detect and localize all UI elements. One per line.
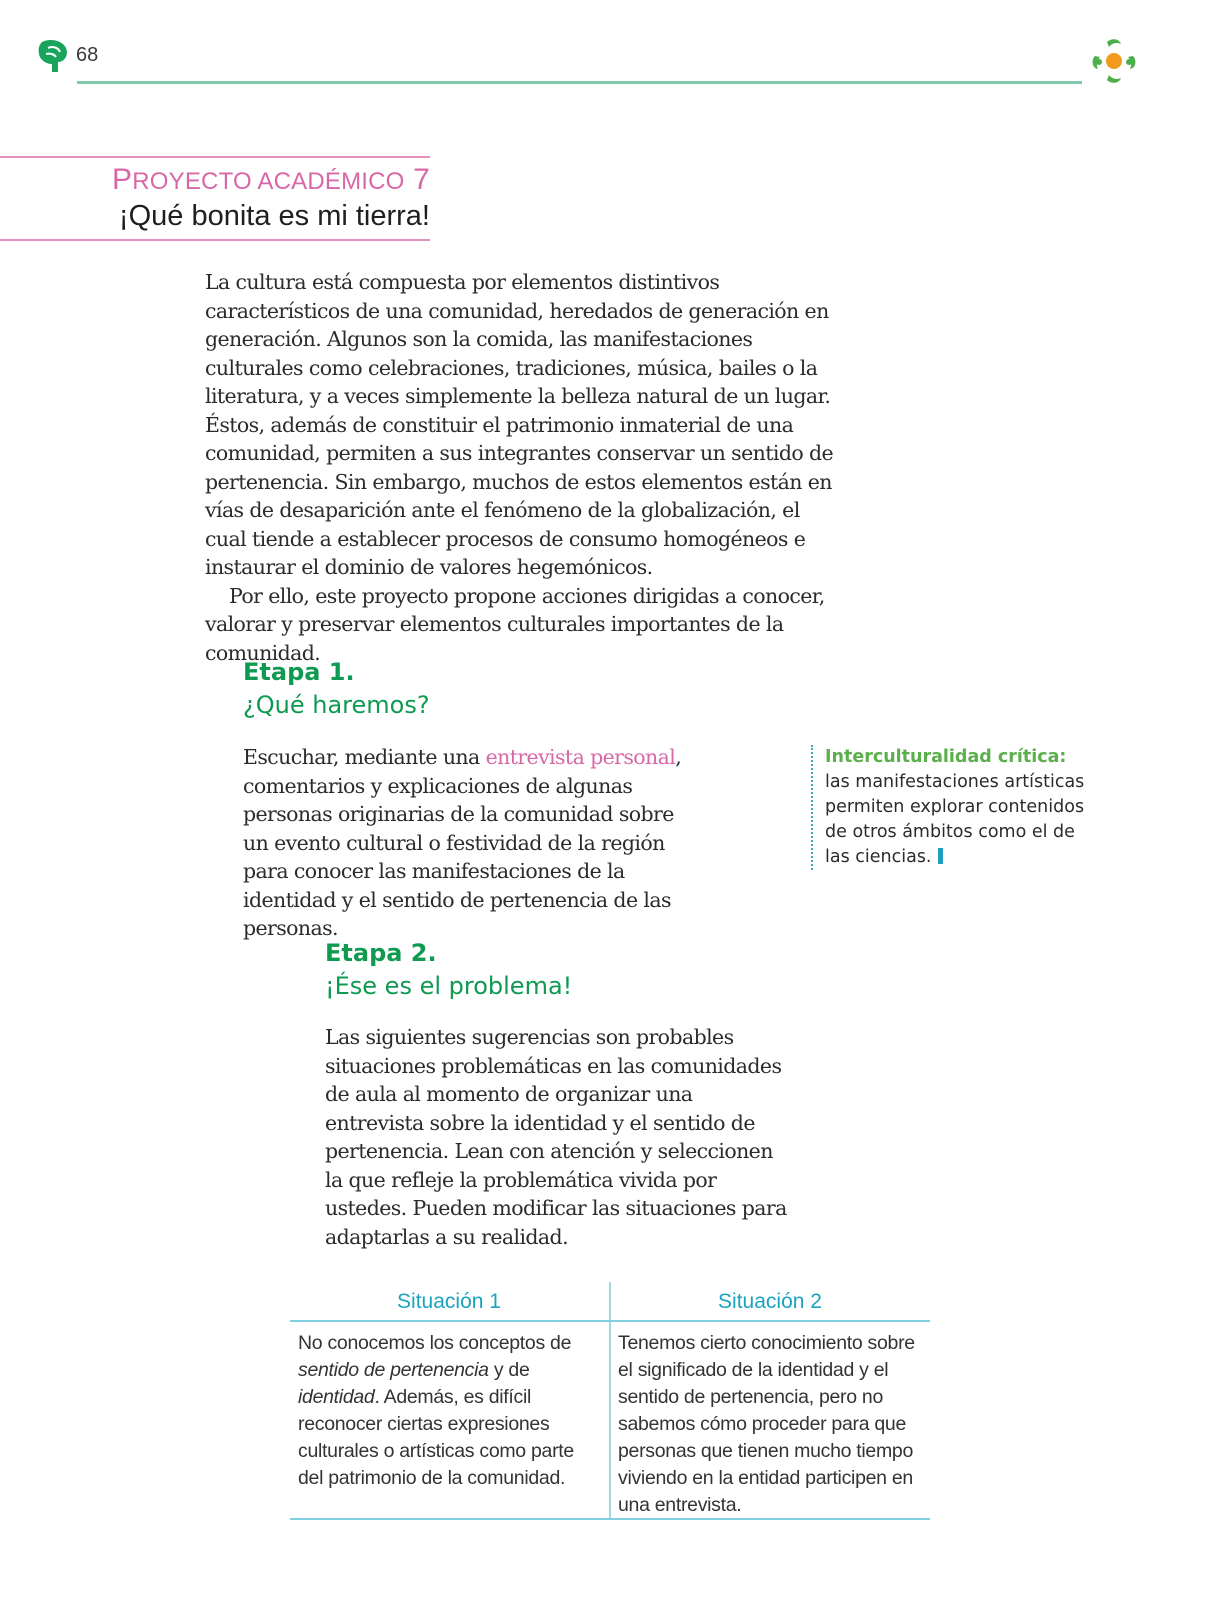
situation-2-heading: Situación 2 — [718, 1290, 822, 1313]
project-label-initial: P — [112, 163, 133, 196]
intro-paragraph-1: La cultura está compuesta por elementos distintivos característicos de una comunidad, heredados de generación en generación. Algunos son la comida, las manifestaciones culturales como celebraciones, tradiciones, música, bailes o la literatura, y a veces simplemente la belleza natural de un lugar. Éstos, además de constituir el patrimonio inmaterial de una comunidad, permiten a sus integrantes conservar un sentido de pertenencia. Sin embargo, muchos de estos elementos están en vías de desaparición ante el fenómeno de la globalización, el cual tiende a establecer procesos de consumo homogéneos e instaurar el dominio de valores hegemónicos. — [205, 270, 834, 579]
header-divider — [77, 81, 1082, 84]
title-bottom-rule — [0, 239, 430, 241]
sidebar-title: Interculturalidad crítica: — [825, 747, 1067, 767]
stage-1-text-start: Escuchar, mediante una — [243, 745, 486, 769]
stage-2-number: Etapa 2. — [325, 939, 437, 967]
project-number: 7 — [413, 163, 430, 196]
situation-2-text: Tenemos cierto conocimiento sobre el significado de la identidad y el sentido de pertenencia, pero no sabemos cómo proceder para que personas que tienen mucho tiempo viviendo en la entidad participen en una entrevista. — [618, 1332, 915, 1516]
project-label — [112, 163, 430, 197]
stage-1-text-end: , comentarios y explicaciones de algunas personas originarias de la comunidad sobre un evento cultural o festividad de la región para conocer las manifestaciones de la identidad y el sentido de pertenencia de las personas. — [243, 745, 682, 940]
intro-text — [205, 268, 845, 667]
glossary-term-entrevista: entrevista personal — [485, 745, 676, 769]
situation-1-text — [298, 1330, 598, 1492]
leaf-logo-icon — [36, 38, 70, 76]
situation-1-text-b: y de — [488, 1359, 530, 1381]
page-number: 68 — [76, 44, 99, 66]
stage-2-text: Las siguientes sugerencias son probables situaciones problemáticas en las comunidades de aula al momento de organizar una entrevista sobre la identidad y el sentido de pertenencia. Lean con atención y seleccionen la que refleje la problemática vivida por ustedes. Pueden modificar las situaciones para adaptarlas a su realidad. — [325, 1025, 787, 1249]
stage-2-subtitle: ¡Ése es el problema! — [325, 972, 573, 1000]
stage-2-heading — [325, 937, 572, 1003]
situations-bottom-rule — [290, 1518, 930, 1520]
project-label-rest: ROYECTO ACADÉMICO — [132, 168, 405, 195]
situations-column-divider — [609, 1282, 611, 1520]
term-identidad: identidad — [298, 1386, 375, 1408]
sidebar-text: las manifestaciones artísticas permiten explorar contenidos de otros ámbitos como el de las ciencias. — [825, 772, 1085, 867]
situations-header-rule — [290, 1320, 930, 1322]
title-top-rule — [0, 156, 430, 158]
stage-1-subtitle: ¿Qué haremos? — [243, 691, 430, 719]
end-mark-icon — [938, 848, 943, 864]
interculturality-sidebar — [811, 745, 1085, 870]
project-title: ¡Qué bonita es mi tierra! — [118, 200, 430, 232]
situation-1-text-c: . Además, es difícil reconocer ciertas expresiones culturales o artísticas como parte del patrimonio de la comunidad. — [298, 1386, 574, 1489]
situation-1-text-a: No conocemos los conceptos de — [298, 1332, 572, 1354]
stage-1-text — [243, 743, 703, 943]
term-sentido-de-pertenencia: sentido de pertenencia — [298, 1359, 489, 1381]
situation-1-heading: Situación 1 — [397, 1290, 501, 1313]
flower-emblem-icon — [1087, 34, 1141, 88]
stage-1-heading — [243, 656, 430, 722]
stage-1-number: Etapa 1. — [243, 658, 355, 686]
intro-paragraph-2: Por ello, este proyecto propone acciones dirigidas a conocer, valorar y preservar elementos culturales importantes de la comunidad. — [205, 583, 825, 665]
